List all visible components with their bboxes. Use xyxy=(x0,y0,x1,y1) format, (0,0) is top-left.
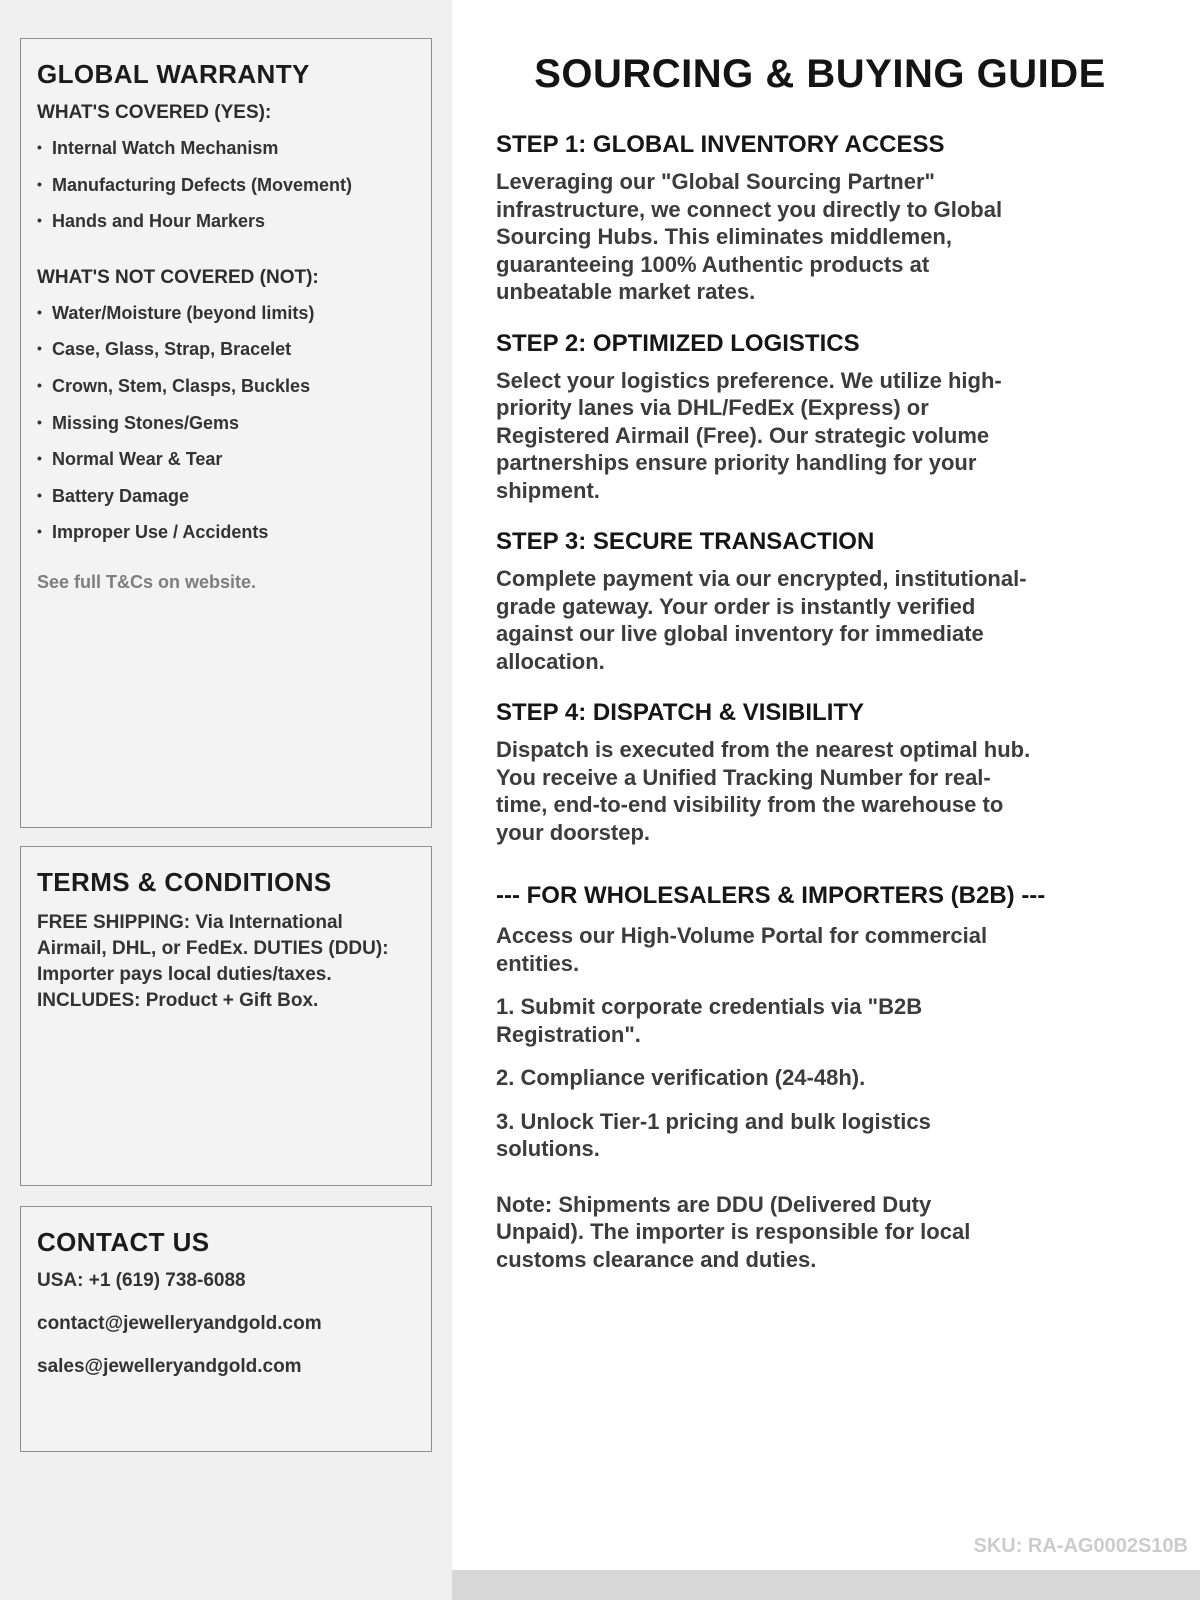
sku-label: SKU: RA-AG0002S10B xyxy=(973,1535,1188,1557)
list-item: • Missing Stones/Gems xyxy=(37,413,413,435)
list-item: • Normal Wear & Tear xyxy=(37,449,413,471)
list-item: • Manufacturing Defects (Movement) xyxy=(37,175,413,197)
contact-title: CONTACT US xyxy=(37,1227,210,1257)
b2b-item-2: 2. Compliance verification (24-48h). xyxy=(496,1065,866,1090)
contact-phone: USA: +1 (619) 738-6088 xyxy=(37,1270,246,1291)
warranty-not-covered-list xyxy=(37,303,413,544)
list-item: • Water/Moisture (beyond limits) xyxy=(37,303,413,325)
contact-panel xyxy=(20,1206,432,1452)
b2b-item-3: 3. Unlock Tier-1 pricing and bulk logistics solutions. xyxy=(496,1108,931,1161)
page-title: SOURCING & BUYING GUIDE xyxy=(534,52,1106,96)
list-item: • Improper Use / Accidents xyxy=(37,522,413,544)
warranty-covered-heading: WHAT'S COVERED (YES): xyxy=(37,102,272,123)
step-1-title: STEP 1: GLOBAL INVENTORY ACCESS xyxy=(496,131,945,158)
list-item: • Case, Glass, Strap, Bracelet xyxy=(37,339,413,361)
terms-body: FREE SHIPPING: Via International Airmail, DHL, or FedEx. DUTIES (DDU): Importer pays local duties/taxes. INCLUDES: Product + Gift Box. xyxy=(37,912,389,1012)
step-1-body: Leveraging our "Global Sourcing Partner" infrastructure, we connect you directly to Global Sourcing Hubs. This eliminates middlemen, guaranteeing 100% Authentic products at unbeatable market rates. xyxy=(496,169,1003,304)
list-item: • Battery Damage xyxy=(37,486,413,508)
step-3-section xyxy=(496,528,1144,675)
step-3-title: STEP 3: SECURE TRANSACTION xyxy=(496,528,875,555)
footer-strip xyxy=(452,1570,1200,1600)
list-item: • Internal Watch Mechanism xyxy=(37,138,413,160)
b2b-title: --- FOR WHOLESALERS & IMPORTERS (B2B) --- xyxy=(496,882,1046,909)
step-3-body: Complete payment via our encrypted, institutional-grade gateway. Your order is instantly verified against our live global inventory for immediate allocation. xyxy=(496,566,1027,674)
step-1-section xyxy=(496,131,1144,306)
b2b-item-1: 1. Submit corporate credentials via "B2B Registration". xyxy=(496,994,923,1047)
sidebar xyxy=(0,0,452,1600)
main-content xyxy=(452,0,1200,1600)
step-4-title: STEP 4: DISPATCH & VISIBILITY xyxy=(496,699,865,726)
step-2-section xyxy=(496,330,1144,505)
terms-title: TERMS & CONDITIONS xyxy=(37,867,332,897)
step-4-body: Dispatch is executed from the nearest optimal hub. You receive a Unified Tracking Number for real-time, end-to-end visibility from the warehouse to your doorstep. xyxy=(496,737,1031,845)
b2b-intro: Access our High-Volume Portal for commercial entities. xyxy=(496,923,988,976)
list-item: • Hands and Hour Markers xyxy=(37,211,413,233)
step-2-title: STEP 2: OPTIMIZED LOGISTICS xyxy=(496,329,860,357)
b2b-note: Note: Shipments are DDU (Delivered Duty Unpaid). The importer is responsible for local customs clearance and duties. xyxy=(496,1191,971,1272)
step-4-section xyxy=(496,699,1144,846)
sales-email: sales@jewelleryandgold.com xyxy=(37,1356,302,1377)
contact-email: contact@jewelleryandgold.com xyxy=(37,1313,322,1334)
list-item: • Crown, Stem, Clasps, Buckles xyxy=(37,376,413,398)
warranty-footnote: See full T&Cs on website. xyxy=(37,571,257,592)
terms-panel xyxy=(20,846,432,1186)
warranty-not-covered-heading: WHAT'S NOT COVERED (NOT): xyxy=(37,266,319,288)
warranty-panel xyxy=(20,38,432,828)
step-2-body: Select your logistics preference. We utilize high-priority lanes via DHL/FedEx (Express) or Registered Airmail (Free). Our strategic volume partnerships ensure priority handling for your shipment. xyxy=(496,367,1002,503)
warranty-covered-list xyxy=(37,138,413,233)
warranty-title: GLOBAL WARRANTY xyxy=(37,59,310,89)
b2b-section xyxy=(496,882,1144,1273)
